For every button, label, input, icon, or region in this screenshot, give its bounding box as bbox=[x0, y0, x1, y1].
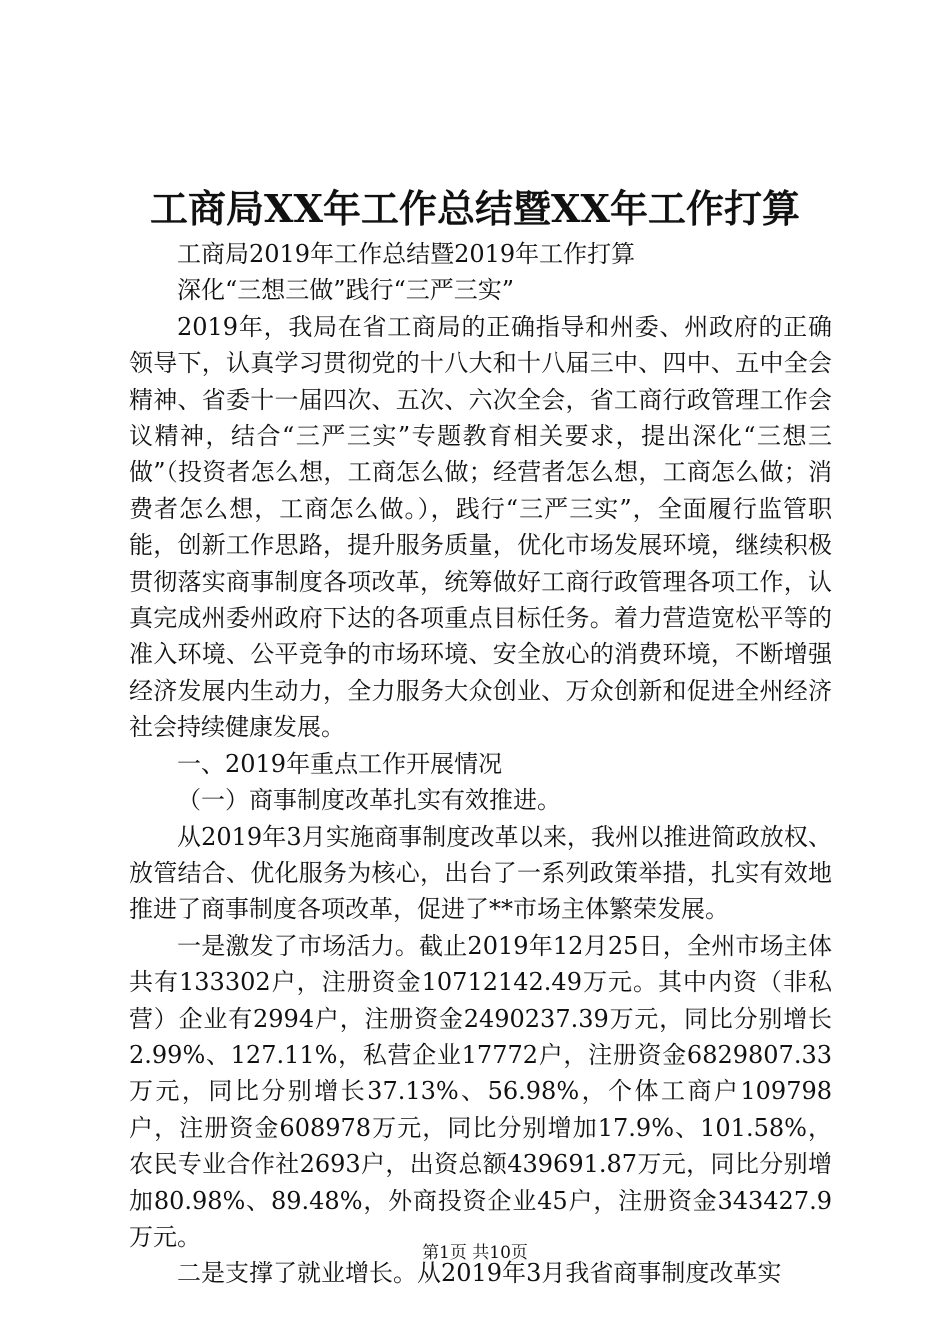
document-body bbox=[129, 236, 832, 1292]
page-footer: 第1页 共10页 bbox=[422, 1243, 528, 1263]
document-title: 工商局XX年工作总结暨XX年工作打算 bbox=[150, 186, 800, 231]
paragraph-market-vitality: 一是激发了市场活力。截止2019年12月25日，全州市场主体共有133302户，注册资金10712142.49万元。其中内资（非私营）企业有2994户，注册资金2490237.39万元，同比分别增长2.99%、127.11%，私营企业17772户，注册资金6829807.33万元，同比分别增长37.13%、56.98%，个体工商户109798户，注册资金608978万元，同比分别增加17.9%、101.58%，农民专业合作社2693户，出资总额439691.87万元，同比分别增加80.98%、89.48%，外商投资企业45户，注册资金343427.9万元。 bbox=[129, 931, 832, 1251]
section-heading-1: 一、2019年重点工作开展情况 bbox=[177, 749, 503, 778]
paragraph-theme: 深化“三想三做”践行“三严三实” bbox=[177, 276, 515, 305]
paragraph-intro: 2019年，我局在省工商局的正确指导和州委、州政府的正确领导下，认真学习贯彻党的十八大和十八届三中、四中、五中全会精神、省委十一届四次、五次、六次全会，省工商行政管理工作会议精神，结合“三严三实”专题教育相关要求，提出深化“三想三做”（投资者怎么想，工商怎么做；经营者怎么想，工商怎么做；消费者怎么想，工商怎么做。），践行“三严三实”，全面履行监管职能，创新工作思路，提升服务质量，优化市场发展环境，继续积极贯彻落实商事制度各项改革，统筹做好工商行政管理各项工作，认真完成州委州政府下达的各项重点目标任务。着力营造宽松平等的准入环境、公平竞争的市场环境、安全放心的消费环境，不断增强经济发展内生动力，全力服务大众创业、万众创新和促进全州经济社会持续健康发展。 bbox=[129, 312, 832, 742]
paragraph-reform: 从2019年3月实施商事制度改革以来，我州以推进简政放权、放管结合、优化服务为核心，出台了一系列政策举措，扎实有效地推进了商事制度各项改革，促进了**市场主体繁荣发展。 bbox=[129, 822, 832, 924]
paragraph-subtitle: 工商局2019年工作总结暨2019年工作打算 bbox=[177, 240, 636, 268]
subsection-heading-1: （一）商事制度改革扎实有效推进。 bbox=[177, 786, 561, 815]
paragraph-employment: 二是支撑了就业增长。从2019年3月我省商事制度改革实 bbox=[177, 1259, 782, 1288]
